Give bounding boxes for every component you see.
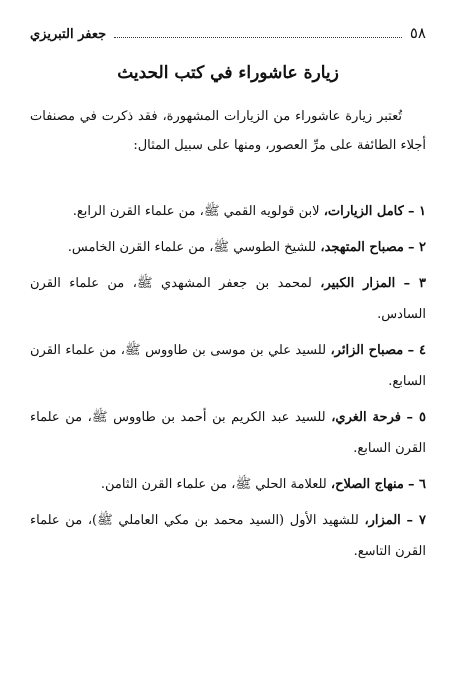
header-dotted-rule <box>114 37 402 38</box>
running-header-author: جعفر التبريزي <box>30 27 107 42</box>
list-item <box>30 505 426 567</box>
page-number: ٥٨ <box>409 24 426 42</box>
list-item-number: ٦ – <box>407 477 426 493</box>
list-item-text: للعلامة الحلي ﷺ، من علماء القرن الثامن. <box>100 477 331 493</box>
book-list <box>30 196 426 567</box>
list-item-number: ٤ – <box>407 343 427 359</box>
list-item-text: للشهيد الأول (السيد محمد بن مكي العاملي ﷺ)، من علماء القرن التاسع. <box>30 513 426 560</box>
list-item-title: مصباح الزائر، <box>330 343 404 359</box>
list-item-title: المزار الكبير، <box>320 276 396 292</box>
list-item-title: مصباح المتهجد، <box>320 240 404 256</box>
list-item <box>30 196 426 227</box>
list-item <box>30 335 426 397</box>
list-item-number: ١ – <box>407 204 426 220</box>
list-item <box>30 402 426 464</box>
list-item-text: لمحمد بن جعفر المشهدي ﷺ، من علماء القرن السادس. <box>30 276 426 323</box>
list-item-text: للسيد عبد الكريم بن أحمد بن طاووس ﷺ، من علماء القرن السابع. <box>30 410 426 457</box>
chapter-title: زيارة عاشوراء في كتب الحديث <box>117 63 339 83</box>
intro-paragraph: تُعتبر زيارة عاشوراء من الزيارات المشهورة، فقد ذكرت في مصنفات أجلاء الطائفة على مرِّ العصور، ومنها على سبيل المثال: <box>30 109 426 154</box>
list-item-number: ٥ – <box>406 410 426 426</box>
list-item-title: المزار، <box>364 513 401 529</box>
list-item-text: للشيخ الطوسي ﷺ، من علماء القرن الخامس. <box>67 240 321 256</box>
book-page <box>30 24 426 572</box>
list-item <box>30 232 426 263</box>
list-item-text: للسيد علي بن موسى بن طاووس ﷺ، من علماء القرن السابع. <box>30 343 426 390</box>
list-item-text: لابن قولويه القمي ﷺ، من علماء القرن الرابع. <box>72 204 324 220</box>
list-item-number: ٧ – <box>406 513 426 529</box>
list-item <box>30 268 426 330</box>
list-item-title: كامل الزيارات، <box>323 204 404 220</box>
list-item-title: منهاج الصلاح، <box>330 477 404 493</box>
list-item-number: ٢ – <box>407 240 426 256</box>
list-item-number: ٣ – <box>403 276 426 292</box>
list-item-title: فرحة الغري، <box>331 410 401 426</box>
running-header <box>30 24 426 46</box>
list-item <box>30 469 426 500</box>
